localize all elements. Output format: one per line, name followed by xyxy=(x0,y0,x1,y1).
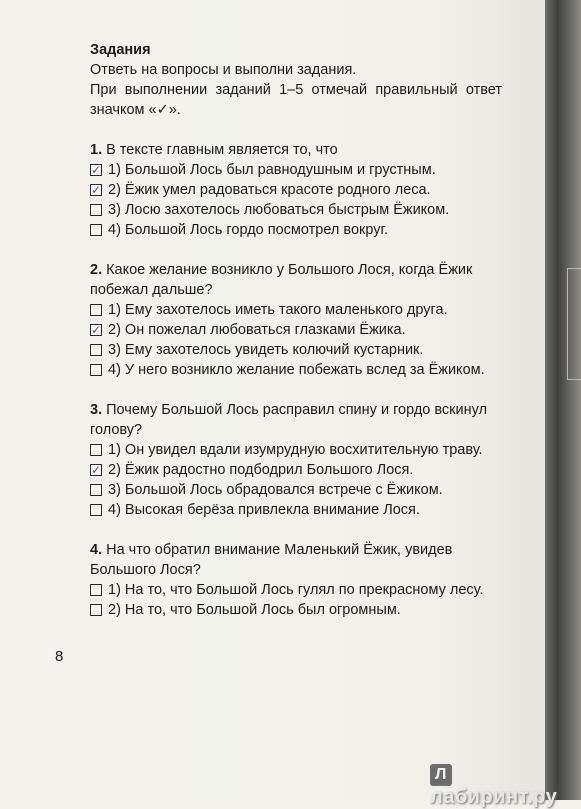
checkbox[interactable] xyxy=(90,584,102,596)
option-label: 1) Он увидел вдали изумрудную восхитительную траву. xyxy=(108,442,483,458)
watermark-logo xyxy=(430,762,581,809)
question-4 xyxy=(90,540,502,620)
answer-option[interactable] xyxy=(90,180,502,200)
question-text xyxy=(90,140,502,160)
question-2 xyxy=(90,260,502,380)
intro-instruction-2: При выполнении заданий 1–5 отмечай правильный ответ значком «✓». xyxy=(90,82,502,118)
question-prompt: Почему Большой Лось расправил спину и гордо вскинул голову? xyxy=(90,402,488,438)
option-label: 3) Лосю захотелось любоваться быстрым Ёжиком. xyxy=(108,202,450,218)
answer-option[interactable] xyxy=(90,360,502,380)
checkbox[interactable] xyxy=(90,204,102,216)
page-number: 8 xyxy=(55,648,64,665)
answer-option[interactable] xyxy=(90,600,502,620)
question-number: 1. xyxy=(90,142,103,158)
option-label: 3) Ему захотелось увидеть колючий кустарник. xyxy=(108,342,424,358)
checkbox[interactable] xyxy=(90,484,102,496)
answer-option[interactable] xyxy=(90,460,502,480)
book-spine xyxy=(545,0,581,800)
question-number: 3. xyxy=(90,402,103,418)
option-label: 4) Большой Лось гордо посмотрел вокруг. xyxy=(108,222,389,238)
checkbox[interactable] xyxy=(90,164,102,176)
next-page-table-edge xyxy=(567,268,581,380)
option-label: 2) Ёжик радостно подбодрил Большого Лося. xyxy=(108,462,414,478)
question-text xyxy=(90,260,502,300)
option-label: 2) Он пожелал любоваться глазками Ёжика. xyxy=(108,322,406,338)
intro-instruction-1: Ответь на вопросы и выполни задания. xyxy=(90,62,357,78)
checkbox[interactable] xyxy=(90,604,102,616)
answer-option[interactable] xyxy=(90,220,502,240)
question-text xyxy=(90,540,502,580)
option-label: 2) На то, что Большой Лось был огромным. xyxy=(108,602,401,618)
option-label: 1) Ему захотелось иметь такого маленького друга. xyxy=(108,302,448,318)
answer-option[interactable] xyxy=(90,320,502,340)
answer-option[interactable] xyxy=(90,500,502,520)
option-label: 1) Большой Лось был равнодушным и грустным. xyxy=(108,162,436,178)
checkbox[interactable] xyxy=(90,344,102,356)
question-prompt: Какое желание возникло у Большого Лося, когда Ёжик побежал дальше? xyxy=(90,262,473,298)
section-heading: Задания xyxy=(90,42,151,58)
option-label: 4) Высокая берёза привлекла внимание Лося. xyxy=(108,502,420,518)
checkbox[interactable] xyxy=(90,224,102,236)
question-prompt: На что обратил внимание Маленький Ёжик, увидев Большого Лося? xyxy=(90,542,453,578)
question-prompt: В тексте главным является то, что xyxy=(106,142,338,158)
option-label: 2) Ёжик умел радоваться красоте родного леса. xyxy=(108,182,431,198)
checkbox[interactable] xyxy=(90,324,102,336)
answer-option[interactable] xyxy=(90,440,502,460)
answer-option[interactable] xyxy=(90,480,502,500)
checkbox[interactable] xyxy=(90,304,102,316)
option-label: 1) На то, что Большой Лось гулял по прекрасному лесу. xyxy=(108,582,484,598)
question-number: 2. xyxy=(90,262,103,278)
answer-option[interactable] xyxy=(90,300,502,320)
answer-option[interactable] xyxy=(90,200,502,220)
question-number: 4. xyxy=(90,542,103,558)
answer-option[interactable] xyxy=(90,340,502,360)
labirint-logo-icon: Л xyxy=(430,764,452,786)
checkbox[interactable] xyxy=(90,184,102,196)
checkbox[interactable] xyxy=(90,504,102,516)
question-1 xyxy=(90,140,502,240)
tasks-section xyxy=(90,40,502,620)
question-text xyxy=(90,400,502,440)
answer-option[interactable] xyxy=(90,160,502,180)
checkbox[interactable] xyxy=(90,464,102,476)
checkbox[interactable] xyxy=(90,444,102,456)
question-3 xyxy=(90,400,502,520)
option-label: 3) Большой Лось обрадовался встрече с Ёжиком. xyxy=(108,482,443,498)
answer-option[interactable] xyxy=(90,580,502,600)
watermark-text: лабиринт.ру xyxy=(430,786,558,808)
checkbox[interactable] xyxy=(90,364,102,376)
option-label: 4) У него возникло желание побежать вслед за Ёжиком. xyxy=(108,362,485,378)
